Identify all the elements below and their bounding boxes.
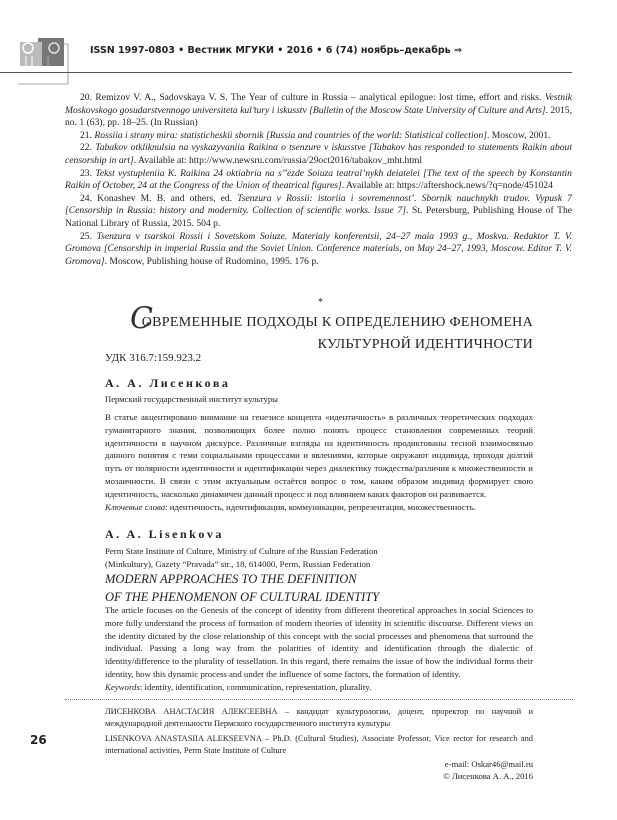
copyright: © Лисенкова А. А., 2016 xyxy=(443,771,533,781)
contact-info xyxy=(300,758,533,782)
author-bio xyxy=(105,706,533,760)
reference-item: 20. Remizov V. A., Sadovskaya V. S. The Year of culture in Russia – analytical epilogue: lost time, effort and risks. Vestnik Moskovskogo gosudarstvennogo universiteta kul’tury i iskusstv [Bulletin of the Moscow State University of Culture and Arts]. 2015, no. 1 (63), pp. 18–25. (In Russian) xyxy=(65,92,573,129)
reference-item: 21. Rossiia i strany mira: statisticheskii sbornik [Russia and countries of the world: Statistical collection]. Moscow, 2001. xyxy=(80,129,551,141)
author-ru: А. А. Лисенкова xyxy=(105,376,231,390)
dotted-divider xyxy=(65,699,573,700)
article-title-ru: С ОВРЕМЕННЫЕ ПОДХОДЫ К ОПРЕДЕЛЕНИЮ ФЕНОМЕНА КУЛЬТУРНОЙ ИДЕНТИЧНОСТИ xyxy=(130,301,533,352)
author-email: e-mail: Oskar46@mail.ru xyxy=(444,759,533,769)
abstract-en: The article focuses on the Genesis of the concept of identity from different theoretical approaches in social Sciences to more fully understand the process of formation of modern theories of identity in scientific discourse. Different views on the identity dictated by the close relationship of this concept with the social processes and phenomena that surround the individual. Passing a long way from the polarities of identity and identification through the dialectic of identity/difference to the plurality of tessellation. In this regard, there remains the issue of how the individual forms their identity, how this dynamic process and under the influence of some factors, the formation of identity. Keywords: identity, identification, communication, representation, plurality. xyxy=(105,605,533,692)
keywords-en: : identity, identification, communication, representation, plurality. xyxy=(139,681,372,692)
abstract-ru: В статье акцентировано внимание на генезисе концепта «идентичность» в различных теоретических подходах гуманитарного знания, позволяющих более полно понять процесс становления современных теорий идентичности в научном дискурсе. Различные взгляды на идентичность продиктованы тесной взаимосвязью данного понятия с теми социальными процессами и явлениями, которые окружают индивида, проходя долгий путь от полярности идентичности и идентификации через диалектику тождества/различия к множественности и мозаичности. В связи с этим актуальным остаётся вопрос о том, каким образом индивид формирует свою идентичность, насколько динамичен данный процесс и под влиянием каких факторов он развивается. Ключевые слова: идентичность, идентификация, коммуникации, репрезентация, множественность. xyxy=(105,412,533,512)
journal-logo-icon xyxy=(18,36,78,86)
page-number: 26 xyxy=(30,733,47,747)
reference-item: 23. Tekst vystupleniia K. Raikina 24 oktiabria na s’’ezde Soiuza teatral’nykh deiatelei [The text of the speech by Konstantin Raikin of October, 24 at the Congress of the Union of theatrical figures]. Available at: https://aftershock.news/?q=node/451024 xyxy=(65,167,572,192)
bio-ru: ЛИСЕНКОВА АНАСТАСИЯ АЛЕКСЕЕВНА – кандидат культурологии, доцент, проректор по научной и международной деятельности Пермского государственного института культуры xyxy=(105,707,533,728)
author-en: A. A. Lisenkova xyxy=(105,527,224,541)
reference-list xyxy=(65,92,572,268)
affiliation-en: Perm State Institute of Culture, Ministry of Culture of the Russian Federation (Minkultury), Gazety “Pravada” str., 18, 614000, Perm, Russian Federation xyxy=(105,546,378,569)
udk-code: УДК 316.7:159.923.2 xyxy=(105,352,202,364)
article-title-en: MODERN APPROACHES TO THE DEFINITION OF THE PHENOMENON OF CULTURAL IDENTITY xyxy=(105,572,380,604)
bio-en: LISENKOVA ANASTASIIA ALEKSEEVNA – Ph.D. (Cultural Studies), Associate Professor, Vice rector for research and international activities, Perm State Institute of Culture xyxy=(105,734,533,755)
title-initial: С xyxy=(130,301,154,336)
keywords-label-en: Keywords xyxy=(105,681,140,692)
affiliation-ru: Пермский государственный институт культуры xyxy=(105,394,278,404)
reference-item: 24. Konashev M. B. and others, ed. Tsenzura v Rossii: istoriia i sovremennost’. Sbornik nauchnykh trudov. Vypusk 7 [Censorship in Russia: history and modernity. Collection of scientific works. Issue 7]. St. Petersburg, Publishing House of The National Library of Russia, 2015. 504 p. xyxy=(65,192,572,229)
reference-item: 25. Tsenzura v tsarskoi Rossii i Sovetskom Soiuze. Materialy konferentsii, 24–27 maia 1993 g., Moskva. Redaktor T. V. Gromova [Censorship in imperial Russia and the Soviet Union. Conference materials, on May 24–27, 1993, Moscow. Editor T. V. Gromova]. Moscow, Publishing house of Rudomino, 1995. 176 p. xyxy=(65,230,572,267)
keywords-ru: : идентичность, идентификация, коммуникации, репрезентация, множественность. xyxy=(165,501,476,512)
keywords-label-ru: Ключевые слова xyxy=(105,501,166,512)
journal-header: ISSN 1997-0803 • Вестник МГУКИ • 2016 • 6 (74) ноябрь–декабрь ⇒ xyxy=(90,45,462,56)
header-rule xyxy=(0,72,572,73)
reference-item: 22. Tabakov otkliknulsia na vyskazyvaniia Raikina o tsenzure v iskusstve [Tabakov has responded to statements Raikin about censorship in art]. Available at: http://www.newsru.com/russia/29oct2016/tabakov_mht.html xyxy=(65,142,572,166)
section-separator: * xyxy=(318,297,323,308)
